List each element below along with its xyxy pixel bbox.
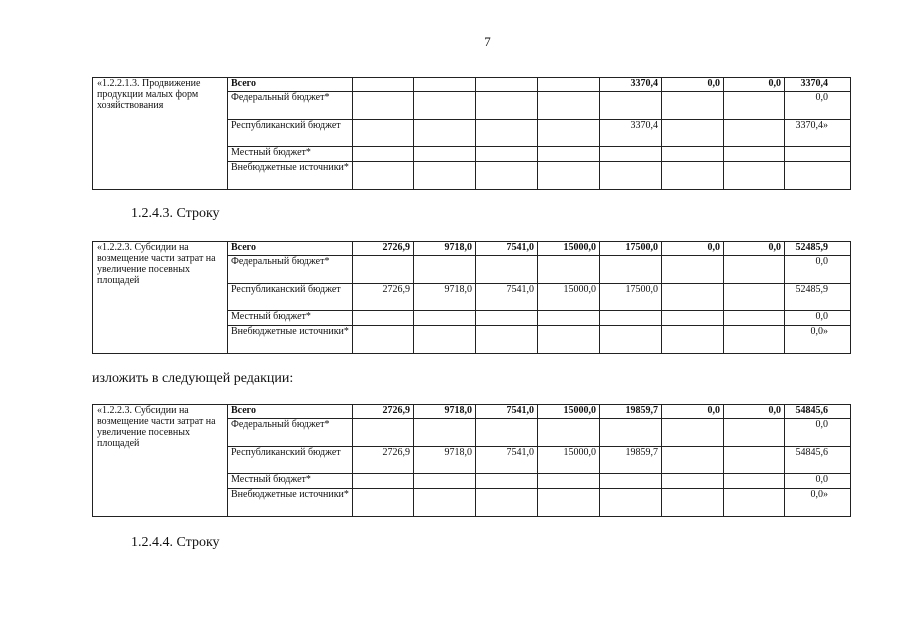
year-value-cell: [476, 311, 538, 326]
funding-source: Федеральный бюджет*: [228, 419, 353, 447]
year-value-cell: 17500,0: [600, 242, 662, 256]
total-value-cell: [785, 147, 851, 162]
year-value-cell: 15000,0: [538, 242, 600, 256]
total-value-cell: 54845,6: [785, 447, 851, 474]
year-value-cell: [353, 256, 414, 284]
measure-description: «1.2.2.3. Субсидии на возмещение части затрат на увеличение посевных площадей: [93, 405, 228, 517]
total-value-cell: 0,0: [785, 419, 851, 447]
year-value-cell: [414, 311, 476, 326]
year-value-cell: [662, 447, 724, 474]
year-value-cell: 2726,9: [353, 284, 414, 311]
year-value-cell: [662, 92, 724, 120]
year-value-cell: [414, 489, 476, 517]
year-value-cell: [724, 92, 785, 120]
year-value-cell: [600, 147, 662, 162]
year-value-cell: [724, 326, 785, 354]
year-value-cell: [414, 120, 476, 147]
year-value-cell: 2726,9: [353, 242, 414, 256]
year-value-cell: [724, 256, 785, 284]
year-value-cell: [600, 326, 662, 354]
year-value-cell: [600, 162, 662, 190]
year-value-cell: 3370,4: [600, 78, 662, 92]
total-value-cell: 52485,9: [785, 242, 851, 256]
year-value-cell: [724, 447, 785, 474]
year-value-cell: [414, 162, 476, 190]
year-value-cell: [476, 489, 538, 517]
year-value-cell: [476, 474, 538, 489]
year-value-cell: [538, 419, 600, 447]
year-value-cell: [476, 419, 538, 447]
year-value-cell: [414, 92, 476, 120]
year-value-cell: 7541,0: [476, 405, 538, 419]
year-value-cell: 15000,0: [538, 447, 600, 474]
year-value-cell: 0,0: [724, 78, 785, 92]
paragraph-1-2-4-4: 1.2.4.4. Строку: [131, 535, 220, 550]
year-value-cell: [724, 489, 785, 517]
year-value-cell: [414, 419, 476, 447]
funding-source: Федеральный бюджет*: [228, 92, 353, 120]
year-value-cell: [724, 419, 785, 447]
year-value-cell: [353, 162, 414, 190]
page-number: 7: [484, 34, 491, 49]
year-value-cell: 7541,0: [476, 447, 538, 474]
year-value-cell: [414, 256, 476, 284]
year-value-cell: [538, 326, 600, 354]
year-value-cell: 19859,7: [600, 405, 662, 419]
measure-description: «1.2.2.1.3. Продвижение продукции малых форм хозяйствования: [93, 78, 228, 190]
year-value-cell: [353, 326, 414, 354]
year-value-cell: [600, 489, 662, 517]
year-value-cell: 0,0: [724, 405, 785, 419]
total-value-cell: 54845,6: [785, 405, 851, 419]
year-value-cell: 19859,7: [600, 447, 662, 474]
funding-source: Республиканский бюджет: [228, 447, 353, 474]
measure-description: «1.2.2.3. Субсидии на возмещение части затрат на увеличение посевных площадей: [93, 242, 228, 354]
year-value-cell: [662, 419, 724, 447]
year-value-cell: [538, 120, 600, 147]
funding-source: Всего: [228, 405, 353, 419]
funding-source: Внебюджетные источники*: [228, 489, 353, 517]
year-value-cell: 3370,4: [600, 120, 662, 147]
year-value-cell: 0,0: [662, 405, 724, 419]
funding-source: Внебюджетные источники*: [228, 162, 353, 190]
year-value-cell: [724, 474, 785, 489]
year-value-cell: [538, 78, 600, 92]
year-value-cell: [724, 162, 785, 190]
year-value-cell: [538, 92, 600, 120]
year-value-cell: [662, 120, 724, 147]
year-value-cell: [476, 92, 538, 120]
funding-source: Республиканский бюджет: [228, 120, 353, 147]
total-value-cell: 0,0»: [785, 489, 851, 517]
funding-source: Республиканский бюджет: [228, 284, 353, 311]
year-value-cell: [476, 256, 538, 284]
budget-table-2: [92, 241, 851, 354]
year-value-cell: [414, 147, 476, 162]
year-value-cell: 0,0: [662, 242, 724, 256]
year-value-cell: [353, 419, 414, 447]
year-value-cell: 17500,0: [600, 284, 662, 311]
year-value-cell: [662, 256, 724, 284]
year-value-cell: [476, 326, 538, 354]
paragraph-1-2-4-3: 1.2.4.3. Строку: [131, 206, 220, 221]
year-value-cell: 2726,9: [353, 405, 414, 419]
year-value-cell: [414, 326, 476, 354]
table-row: [93, 405, 851, 419]
year-value-cell: 9718,0: [414, 405, 476, 419]
funding-source: Местный бюджет*: [228, 311, 353, 326]
year-value-cell: [353, 120, 414, 147]
funding-source: Всего: [228, 78, 353, 92]
year-value-cell: [476, 120, 538, 147]
year-value-cell: [724, 284, 785, 311]
year-value-cell: [662, 474, 724, 489]
funding-source: Внебюджетные источники*: [228, 326, 353, 354]
year-value-cell: [353, 489, 414, 517]
funding-source: Федеральный бюджет*: [228, 256, 353, 284]
year-value-cell: 15000,0: [538, 284, 600, 311]
total-value-cell: 0,0: [785, 256, 851, 284]
year-value-cell: [353, 92, 414, 120]
year-value-cell: [353, 78, 414, 92]
total-value-cell: 3370,4: [785, 78, 851, 92]
year-value-cell: [414, 474, 476, 489]
year-value-cell: [662, 326, 724, 354]
year-value-cell: [538, 474, 600, 489]
year-value-cell: [662, 284, 724, 311]
funding-source: Местный бюджет*: [228, 474, 353, 489]
year-value-cell: [538, 256, 600, 284]
total-value-cell: 0,0»: [785, 326, 851, 354]
year-value-cell: [476, 162, 538, 190]
year-value-cell: [353, 474, 414, 489]
year-value-cell: 0,0: [662, 78, 724, 92]
year-value-cell: [662, 311, 724, 326]
total-value-cell: [785, 162, 851, 190]
year-value-cell: [353, 311, 414, 326]
year-value-cell: [600, 311, 662, 326]
year-value-cell: [476, 147, 538, 162]
year-value-cell: [538, 311, 600, 326]
year-value-cell: [414, 78, 476, 92]
total-value-cell: 0,0: [785, 92, 851, 120]
year-value-cell: 7541,0: [476, 242, 538, 256]
year-value-cell: [662, 489, 724, 517]
year-value-cell: [724, 120, 785, 147]
year-value-cell: 9718,0: [414, 447, 476, 474]
year-value-cell: 9718,0: [414, 284, 476, 311]
year-value-cell: [600, 92, 662, 120]
year-value-cell: 0,0: [724, 242, 785, 256]
year-value-cell: [538, 147, 600, 162]
year-value-cell: [724, 147, 785, 162]
funding-source: Всего: [228, 242, 353, 256]
total-value-cell: 52485,9: [785, 284, 851, 311]
year-value-cell: 15000,0: [538, 405, 600, 419]
table-row: [93, 242, 851, 256]
year-value-cell: 7541,0: [476, 284, 538, 311]
year-value-cell: 2726,9: [353, 447, 414, 474]
year-value-cell: [538, 489, 600, 517]
table-row: [93, 78, 851, 92]
year-value-cell: [476, 78, 538, 92]
funding-source: Местный бюджет*: [228, 147, 353, 162]
budget-table-1: [92, 77, 851, 190]
year-value-cell: [662, 162, 724, 190]
year-value-cell: [600, 419, 662, 447]
paragraph-amendment: изложить в следующей редакции:: [92, 371, 294, 386]
total-value-cell: 3370,4»: [785, 120, 851, 147]
year-value-cell: [724, 311, 785, 326]
total-value-cell: 0,0: [785, 311, 851, 326]
total-value-cell: 0,0: [785, 474, 851, 489]
budget-table-3: [92, 404, 851, 517]
year-value-cell: [538, 162, 600, 190]
year-value-cell: [600, 474, 662, 489]
year-value-cell: [662, 147, 724, 162]
year-value-cell: 9718,0: [414, 242, 476, 256]
year-value-cell: [353, 147, 414, 162]
year-value-cell: [600, 256, 662, 284]
